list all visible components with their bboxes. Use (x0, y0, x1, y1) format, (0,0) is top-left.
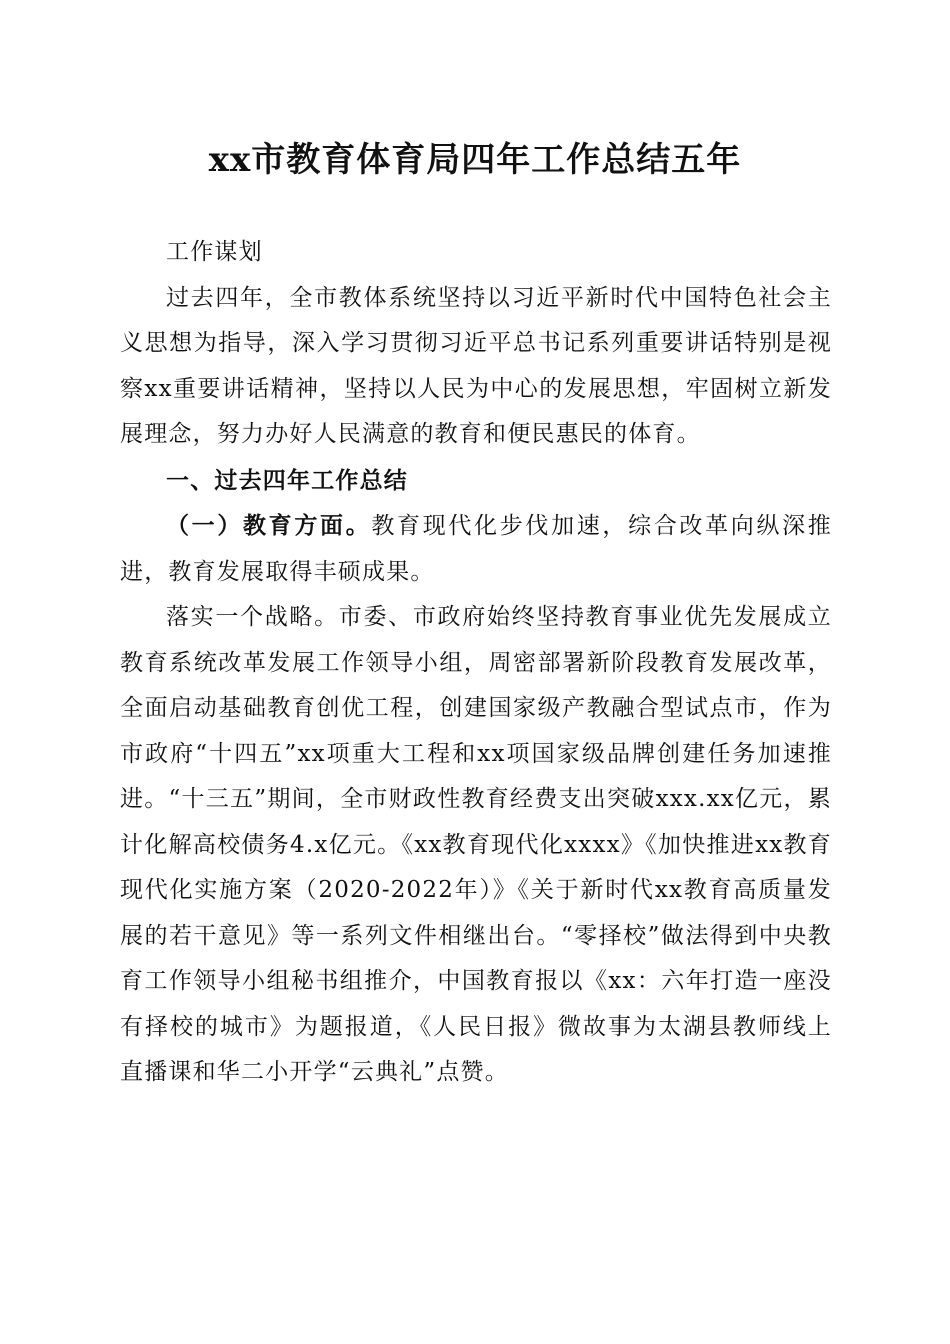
document-title: xx市教育体育局四年工作总结五年 (208, 140, 742, 180)
paragraph-strategy: 落实一个战略。市委、市政府始终坚持教育事业优先发展成立教育系统改革发展工作领导小组，周密部署新阶段教育发展改革，全面启动基础教育创优工程，创建国家级产教融合型试点市，作为市政府“十四五”xx项重大工程和xx项国家级品牌创建任务加速推进。“十三五”期间，全市财政性教育经费支出突破xxx.xx亿元，累计化解高校债务4.x亿元。《xx教育现代化xxxx》《加快推进xx教育现代化实施方案（2020-2022年）》《关于新时代xx教育高质量发展的若干意见》等一系列文件相继出台。“零择校”做法得到中央教育工作领导小组秘书组推介，中国教育报以《xx：六年打造一座没有择校的城市》为题报道，《人民日报》微故事为太湖县教师线上直播课和华二小开学“云典礼”点赞。 (120, 604, 832, 1085)
section-heading-1: 一、过去四年工作总结 (166, 466, 408, 494)
paragraph-education-text: 教育现代化步伐加速，综合改革向纵深推进，教育发展取得丰硕成果。 (120, 513, 832, 585)
document-body (120, 230, 832, 1096)
paragraph-work-plan: 工作谋划 (166, 239, 263, 265)
sub-heading-education: （一）教育方面。 (166, 512, 372, 539)
paragraph-intro: 过去四年，全市教体系统坚持以习近平新时代中国特色社会主义思想为指导，深入学习贯彻习近平总书记系列重要讲话特别是视察xx重要讲话精神，坚持以人民为中心的发展思想，牢固树立新发展理念，努力办好人民满意的教育和便民惠民的体育。 (120, 284, 832, 447)
paragraph-education (120, 503, 832, 595)
